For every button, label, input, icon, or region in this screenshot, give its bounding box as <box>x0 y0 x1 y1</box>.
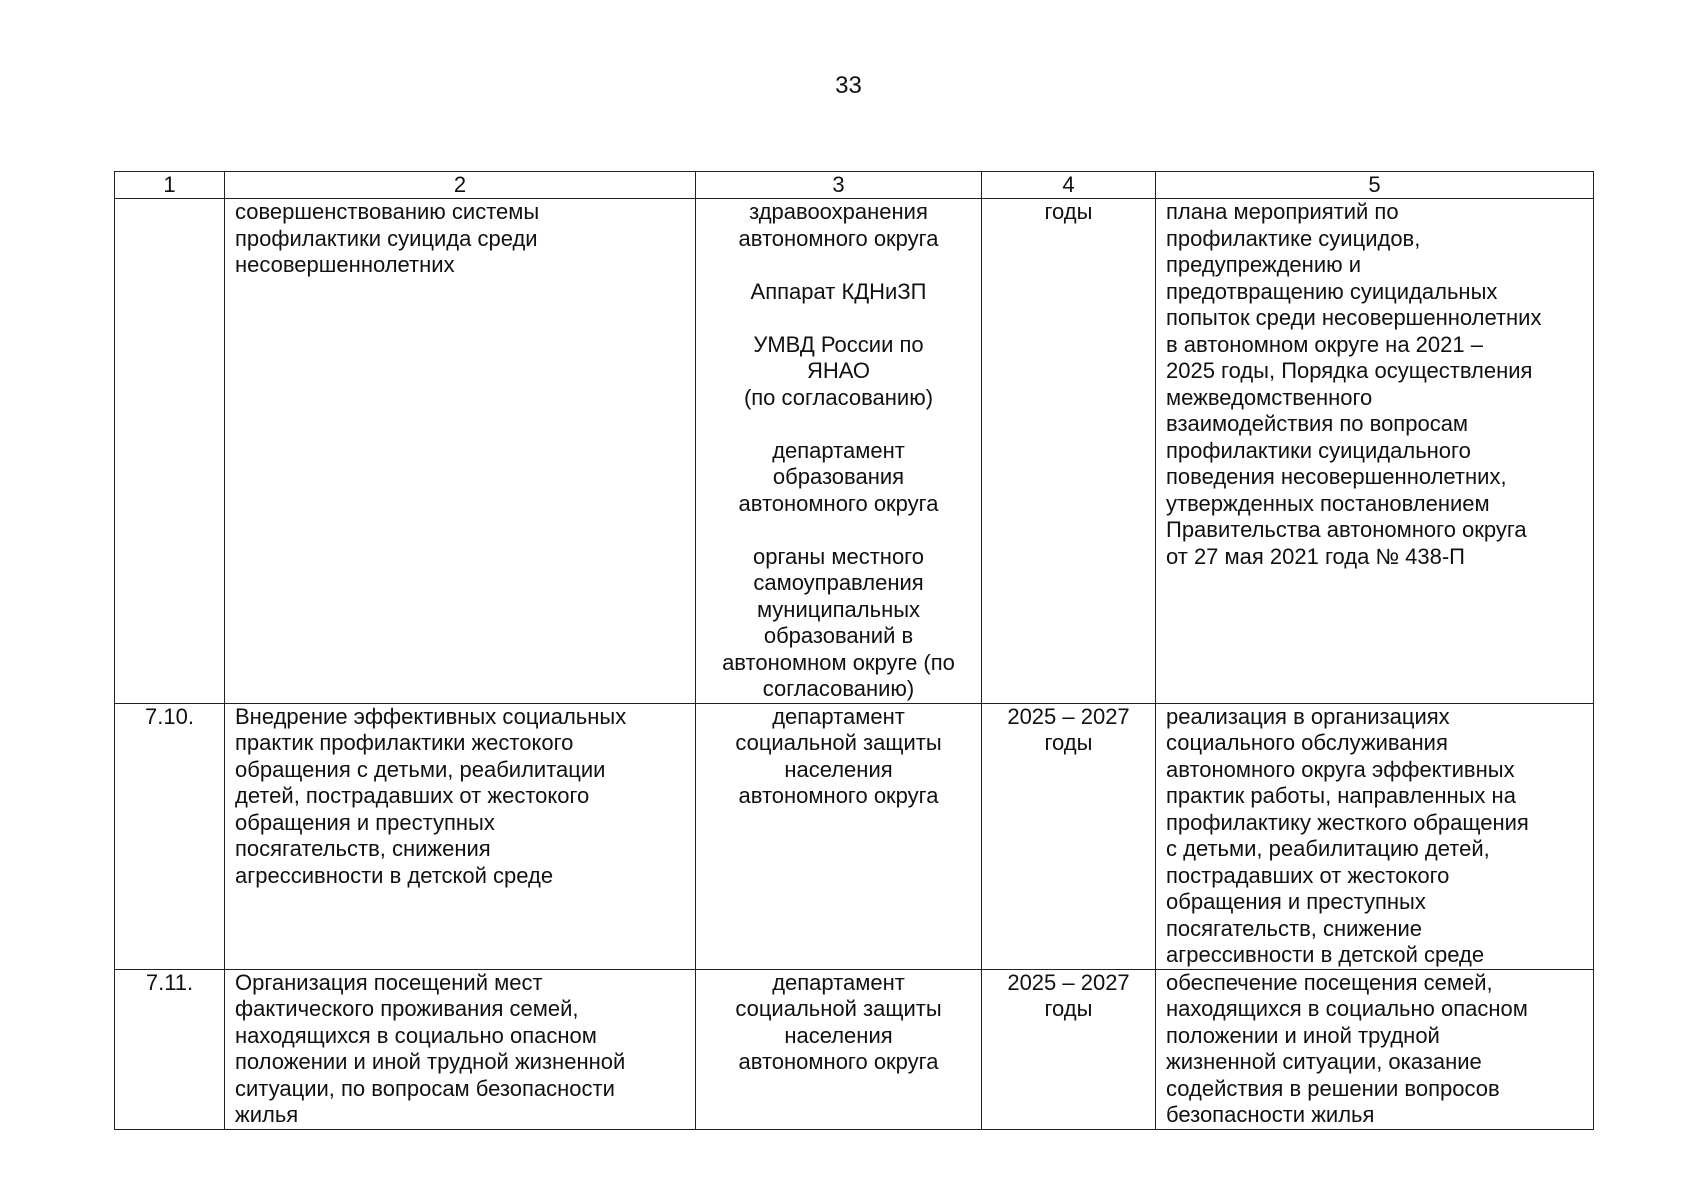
cell-text-line: Правительства автономного округа <box>1166 517 1527 542</box>
cell-result <box>1156 969 1594 1129</box>
cell-text-line: поведения несовершеннолетних, <box>1166 464 1507 489</box>
cell-text-line: с детьми, реабилитацию детей, <box>1166 836 1490 861</box>
cell-text-line: обращения и преступных <box>235 809 495 835</box>
cell-text-line: социального обслуживания <box>1166 730 1448 755</box>
table-row <box>115 969 1594 1129</box>
table-row <box>115 199 1594 704</box>
cell-text-line: 2025 – 2027 <box>1007 703 1130 729</box>
cell-number <box>115 199 225 704</box>
table-body <box>115 199 1594 1130</box>
header-row <box>115 172 1594 199</box>
cell-number <box>115 703 225 969</box>
cell-text-line: жилья <box>235 1102 299 1127</box>
cell-executors <box>696 199 982 704</box>
cell-text-line: департамент <box>772 703 905 729</box>
cell-text-line: УМВД России по <box>753 331 924 357</box>
cell-text-line: обращения с детьми, реабилитации <box>235 756 606 782</box>
cell-executors <box>696 703 982 969</box>
cell-executors <box>696 969 982 1129</box>
cell-text-line: жизненной ситуации, оказание <box>1166 1049 1482 1074</box>
cell-text-line: автономного округа <box>738 225 939 251</box>
cell-text-line: содействия в решении вопросов <box>1166 1075 1500 1101</box>
cell-text-line: агрессивности в детской среде <box>1166 942 1485 967</box>
cell-text-line: предупреждению и <box>1166 252 1362 277</box>
cell-text-line: предотвращению суицидальных <box>1166 278 1498 304</box>
cell-text-line: 2025 – 2027 <box>1007 969 1130 995</box>
cell-text-line: от 27 мая 2021 года № 438-П <box>1166 543 1465 569</box>
cell-text-line: межведомственного <box>1166 384 1373 410</box>
cell-text-line: 2025 годы, Порядка осуществления <box>1166 358 1533 383</box>
cell-text-line: Внедрение эффективных социальных <box>235 703 627 729</box>
cell-text-line: детей, пострадавших от жестокого <box>235 783 590 808</box>
cell-text-line: Организация посещений мест <box>235 969 543 995</box>
cell-text-line: автономном округе (по <box>722 649 955 675</box>
cell-text-line: фактического проживания семей, <box>235 996 579 1021</box>
cell-text-line: несовершеннолетних <box>235 252 455 277</box>
cell-text-line <box>706 517 971 544</box>
cell-text-line: профилактике суицидов, <box>1166 225 1421 251</box>
cell-text-line: профилактики суицидального <box>1166 437 1471 463</box>
cell-text-line: реализация в организациях <box>1166 703 1450 729</box>
cell-text-line: посягательств, снижения <box>235 836 491 861</box>
cell-text-line: образования <box>772 464 905 489</box>
cell-text-line <box>706 305 971 332</box>
table-row <box>115 703 1594 969</box>
cell-measure <box>225 969 696 1129</box>
cell-text-line: взаимодействия по вопросам <box>1166 411 1469 436</box>
cell-text-line: населения <box>784 756 893 782</box>
cell-text-line: практик работы, направленных на <box>1166 783 1516 808</box>
cell-text-line: 7.10. <box>145 703 194 729</box>
column-header-3: 3 <box>696 172 982 199</box>
cell-text-line: безопасности жилья <box>1166 1102 1375 1127</box>
cell-result <box>1156 703 1594 969</box>
cell-text-line: обращения и преступных <box>1166 889 1426 914</box>
cell-text-line: годы <box>1044 199 1093 224</box>
cell-text-line <box>706 411 971 438</box>
cell-term <box>982 199 1156 704</box>
cell-text-line: положении и иной трудной <box>1166 1022 1440 1048</box>
cell-text-line: социальной защиты <box>735 730 942 755</box>
cell-text-line: годы <box>1044 996 1093 1021</box>
cell-text-line: автономного округа <box>738 783 939 808</box>
cell-text-line <box>706 252 971 279</box>
cell-number <box>115 969 225 1129</box>
cell-text-line: согласованию) <box>762 676 915 701</box>
cell-text-line: ситуации, по вопросам безопасности <box>235 1075 615 1101</box>
cell-text-line: департамент <box>772 437 905 463</box>
cell-text-line: населения <box>784 1022 893 1048</box>
cell-text-line: социальной защиты <box>735 996 942 1021</box>
cell-text-line: органы местного <box>753 543 924 569</box>
cell-text-line: совершенствованию системы <box>235 199 540 224</box>
cell-text-line: находящихся в социально опасном <box>235 1022 597 1048</box>
measures-table <box>114 171 1594 1130</box>
cell-text-line: муниципальных <box>756 596 921 622</box>
cell-text-line: плана мероприятий по <box>1166 199 1399 224</box>
cell-result <box>1156 199 1594 704</box>
cell-text-line: в автономном округе на 2021 – <box>1166 331 1483 357</box>
cell-measure <box>225 199 696 704</box>
cell-text-line: утвержденных постановлением <box>1166 490 1490 516</box>
cell-text-line: 7.11. <box>145 969 194 995</box>
column-header-1: 1 <box>115 172 225 199</box>
cell-text-line: Аппарат КДНиЗП <box>750 278 927 304</box>
cell-text-line: автономного округа <box>738 1049 939 1074</box>
cell-text-line: образований в <box>763 623 914 648</box>
cell-text-line: обеспечение посещения семей, <box>1166 969 1493 995</box>
cell-text-line: профилактики суицида среди <box>235 225 538 251</box>
cell-text-line: посягательств, снижение <box>1166 915 1423 941</box>
cell-text-line: положении и иной трудной жизненной <box>235 1049 626 1074</box>
cell-text-line: (по согласованию) <box>743 384 934 410</box>
cell-text-line: практик профилактики жестокого <box>235 730 574 755</box>
cell-text-line: пострадавших от жестокого <box>1166 862 1450 888</box>
cell-term <box>982 703 1156 969</box>
cell-term <box>982 969 1156 1129</box>
cell-text-line: агрессивности в детской среде <box>235 862 554 888</box>
cell-text-line: департамент <box>772 969 905 995</box>
cell-text-line: годы <box>1044 730 1093 755</box>
cell-text-line: профилактику жесткого обращения <box>1166 809 1529 835</box>
cell-text-line: попыток среди несовершеннолетних <box>1166 305 1542 330</box>
cell-text-line: самоуправления <box>753 570 924 595</box>
column-header-5: 5 <box>1156 172 1594 199</box>
cell-text-line: здравоохранения <box>749 199 928 224</box>
column-header-4: 4 <box>982 172 1156 199</box>
cell-text-line: ЯНАО <box>806 358 871 383</box>
cell-text-line: автономного округа <box>738 490 939 516</box>
column-header-2: 2 <box>225 172 696 199</box>
cell-text-line: автономного округа эффективных <box>1166 756 1515 782</box>
cell-text-line: находящихся в социально опасном <box>1166 996 1528 1021</box>
cell-measure <box>225 703 696 969</box>
page-number: 33 <box>835 72 862 99</box>
